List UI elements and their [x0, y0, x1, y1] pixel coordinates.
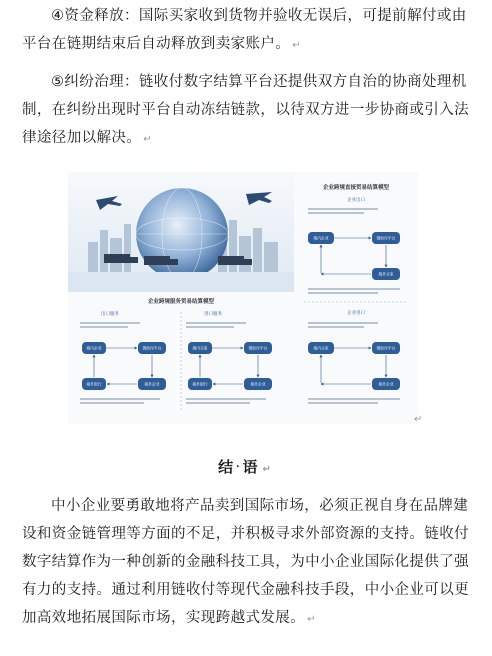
node-label: 境外买家 [378, 272, 394, 277]
paragraph-mark: ↵ [262, 464, 274, 475]
node-label: 链收付平台 [376, 236, 396, 241]
paragraph-mark: ↵ [143, 134, 152, 145]
conclusion-line-5: 加高效地拓展国际市场，实现跨越式发展。 [22, 610, 306, 626]
conclusion-paragraph [22, 492, 474, 634]
node-label: 境外企业 [378, 382, 394, 387]
conclusion-line-1: 中小企业要勇敢地将产品卖到国际市场，必须正视自身在品牌建 [51, 498, 469, 514]
right-diagram-title: 企业跨境直接贸易结算模型 [322, 185, 390, 191]
node-label: 链收付平台 [142, 346, 162, 351]
node-label: 境外银行 [86, 382, 102, 387]
dispute-line-3: 律途径加以解决。 [22, 130, 142, 146]
node-label: 境外企业 [250, 382, 266, 387]
right-sub-export: 企业出口 [347, 197, 365, 202]
col-export-label: 出口服务 [101, 311, 119, 316]
left-diagram-title: 企业跨境服务贸易结算模型 [147, 299, 215, 305]
node-label: 境内企业 [86, 346, 102, 351]
release-line-2: 平台在链期结束后自动释放到卖家账户。 [22, 36, 291, 52]
node-label: 链收付平台 [248, 346, 268, 351]
node-label: 境内企业 [313, 236, 329, 241]
settlement-model-graphic [68, 172, 418, 424]
release-paragraph [22, 2, 474, 60]
section-heading: 结·语 ↵ [218, 458, 274, 476]
dispute-paragraph [22, 68, 474, 154]
node-label: 境外银行 [192, 382, 208, 387]
conclusion-line-2: 设和资金链管理等方面的不足，并积极寻求外部资源的支持。链收付 [22, 526, 469, 542]
node-label: 境外企业 [144, 382, 160, 387]
paragraph-mark: ↵ [292, 40, 301, 51]
dispute-line-1: ⑤纠纷治理：链收付数字结算平台还提供双方自治的协商处理机 [51, 74, 467, 90]
conclusion-line-4: 有力的支持。通过利用链收付等现代金融科技手段，中小企业可以更 [22, 582, 469, 598]
release-line-1: ④资金释放：国际买家收到货物并验收无误后，可提前解付或由 [51, 8, 467, 24]
heading-char-1: 结 [218, 458, 237, 476]
node-label: 境内买家 [192, 346, 208, 351]
right-sub-import: 企业进口 [347, 310, 365, 315]
dispute-line-2: 制，在纠纷出现时平台自动冻结链款，以待双方进一步协商或引入法 [22, 102, 469, 118]
conclusion-line-3: 数字结算作为一种创新的金融科技工具，为中小企业国际化提供了强 [22, 554, 469, 570]
paragraph-mark: ↵ [414, 414, 423, 425]
node-label: 境内买家 [313, 346, 329, 351]
settlement-model-figure [68, 172, 418, 424]
heading-char-2: 语 [242, 458, 261, 476]
paragraph-mark: ↵ [307, 614, 316, 625]
col-import-label: 进口服务 [204, 311, 222, 316]
node-label: 链收付平台 [376, 346, 396, 351]
